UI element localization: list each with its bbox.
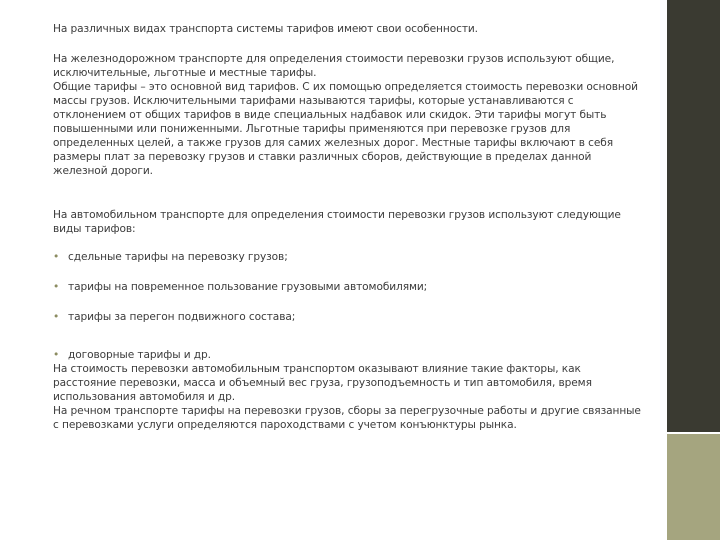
decorative-sidebar (667, 0, 720, 540)
bullet-icon: • (53, 251, 60, 263)
intro-paragraph: На различных видах транспорта системы тарифов имеют свои особенности. (53, 23, 478, 35)
list-item (53, 280, 643, 294)
slide-body (53, 22, 643, 432)
sidebar-accent-band (667, 434, 720, 540)
bullet-icon: • (53, 311, 60, 323)
list-item-text: договорные тарифы и др. (68, 349, 211, 361)
rail-paragraph-2: Общие тарифы – это основной вид тарифов. С их помощью определяется стоимость перевозки основной массы грузов. Исключительными тарифами называются тарифы, которые устанавливаются с отклонением от общих тарифов в виде специальных надбавок или скидок. Эти тарифы могут быть повышенными или пониженными. Льготные тарифы применяются при перевозке грузов для определенных целей, а также грузов для самих железных дорог. Местные тарифы включают в себя размеры плат за перевозку грузов и ставки различных сборов, действующие в пределах данной железной дороги. (53, 81, 638, 177)
rail-paragraph-1: На железнодорожном транспорте для определения стоимости перевозки грузов используют общие, исключительные, льготные и местные тарифы. (53, 53, 615, 79)
list-item (53, 310, 643, 324)
list-item-text: сдельные тарифы на перевозку грузов; (68, 251, 288, 263)
auto-paragraph: На автомобильном транспорте для определения стоимости перевозки грузов используют следующие виды тарифов: (53, 209, 621, 235)
list-item (53, 348, 643, 362)
list-item-text: тарифы на повременное пользование грузовыми автомобилями; (68, 281, 428, 293)
river-paragraph: На речном транспорте тарифы на перевозки грузов, сборы за перегрузочные работы и другие связанные с перевозками услуги определяются пароходствами с учетом конъюнктуры рынка. (53, 405, 641, 431)
auto-factors-paragraph: На стоимость перевозки автомобильным транспортом оказывают влияние такие факторы, как расстояние перевозки, масса и объемный вес груза, грузоподъемность и тип автомобиля, время использования автомобиля и др. (53, 363, 592, 403)
list-item-text: тарифы за перегон подвижного состава; (68, 311, 296, 323)
bullet-icon: • (53, 281, 60, 293)
list-item (53, 250, 643, 264)
bullet-icon: • (53, 349, 60, 361)
sidebar-dark-band (667, 0, 720, 432)
